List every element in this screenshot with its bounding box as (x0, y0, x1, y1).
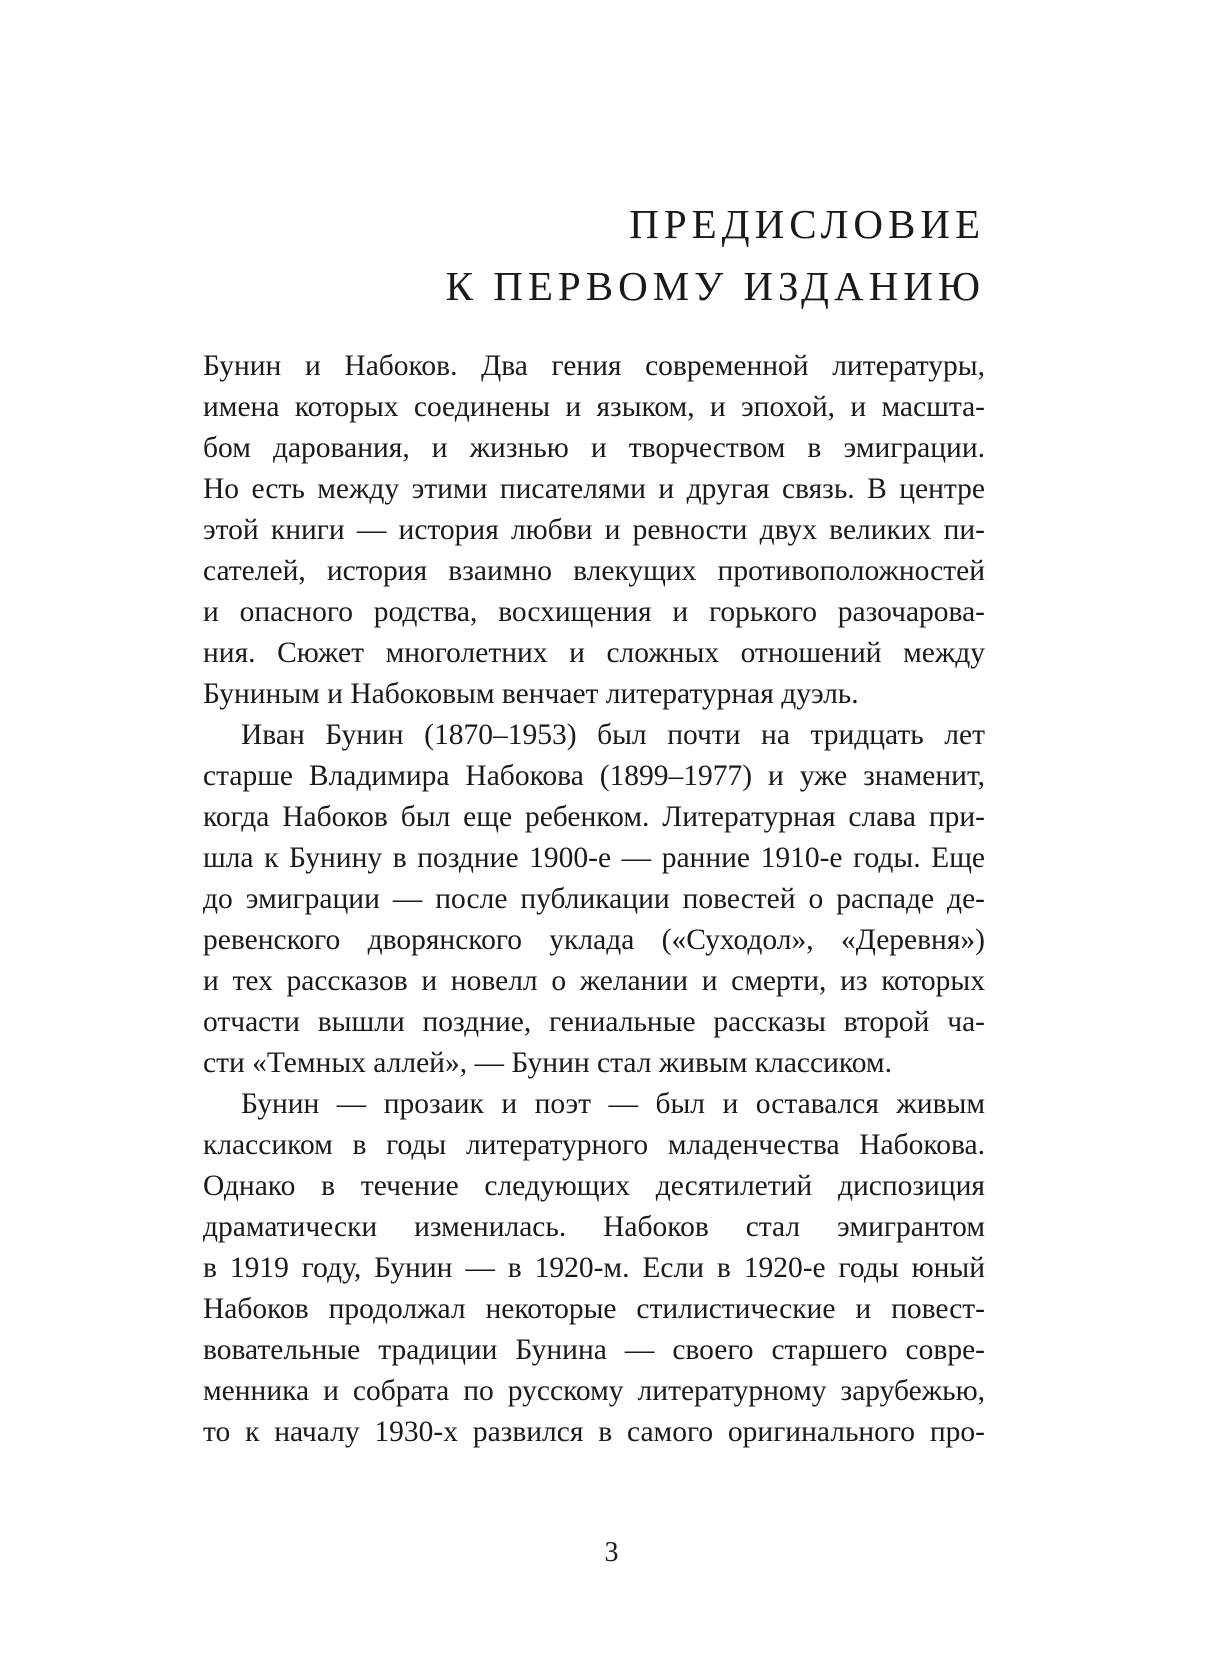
text-line: отчасти вышли поздние, гениальные рассказы второй ча- (203, 1006, 985, 1038)
text-line: Бунин — прозаик и поэт — был и оставался живым (241, 1088, 985, 1120)
text-line: шла к Бунину в поздние 1900-е — ранние 1910-е годы. Еще (203, 842, 985, 874)
body-text (203, 346, 985, 1453)
text-line: Буниным и Набоковым венчает литературная дуэль. (203, 678, 859, 710)
text-line: и опасного родства, восхищения и горького разочарова- (203, 596, 985, 628)
text-line: классиком в годы литературного младенчества Набокова. (203, 1129, 985, 1161)
text-line: в 1919 году, Бунин — в 1920-м. Если в 1920-е годы юный (203, 1252, 985, 1284)
paragraph-1 (203, 346, 985, 715)
page-number: 3 (604, 1537, 619, 1568)
text-line: старше Владимира Набокова (1899–1977) и уже знаменит, (203, 760, 985, 792)
text-line: то к началу 1930-х развился в самого оригинального про- (203, 1416, 985, 1448)
text-line: Однако в течение следующих десятилетий диспозиция (203, 1170, 985, 1202)
text-line: Набоков продолжал некоторые стилистические и повест- (203, 1293, 985, 1325)
chapter-heading-line-2: К ПЕРВОМУ ИЗДАНИЮ (445, 263, 985, 309)
text-line: менника и собрата по русскому литературному зарубежью, (203, 1375, 985, 1407)
text-line: сателей, история взаимно влекущих противоположностей (203, 555, 985, 587)
chapter-heading-line-1: ПРЕДИСЛОВИЕ (629, 201, 985, 247)
text-line: этой книги — история любви и ревности двух великих пи- (203, 514, 985, 546)
chapter-heading (446, 193, 985, 317)
text-line: ния. Сюжет многолетних и сложных отношений между (203, 637, 985, 669)
text-line: сти «Темных аллей», — Бунин стал живым классиком. (203, 1047, 892, 1079)
paragraph-3 (203, 1084, 985, 1453)
text-line: Но есть между этими писателями и другая связь. В центре (203, 473, 985, 505)
text-line: драматически изменилась. Набоков стал эмигрантом (203, 1211, 985, 1243)
text-line: до эмиграции — после публикации повестей о распаде де- (203, 883, 985, 915)
text-line: Иван Бунин (1870–1953) был почти на тридцать лет (241, 719, 985, 751)
text-line: когда Набоков был еще ребенком. Литературная слава при- (203, 801, 985, 833)
paragraph-2 (203, 715, 985, 1084)
text-line: имена которых соединены и языком, и эпохой, и масшта- (203, 391, 985, 423)
text-line: бом дарования, и жизнью и творчеством в эмиграции. (203, 432, 985, 464)
text-line: Бунин и Набоков. Два гения современной литературы, (203, 350, 985, 382)
text-line: и тех рассказов и новелл о желании и смерти, из которых (203, 965, 985, 997)
text-line: вовательные традиции Бунина — своего старшего совре- (203, 1334, 985, 1366)
text-line: ревенского дворянского уклада («Суходол», «Деревня») (203, 924, 985, 956)
